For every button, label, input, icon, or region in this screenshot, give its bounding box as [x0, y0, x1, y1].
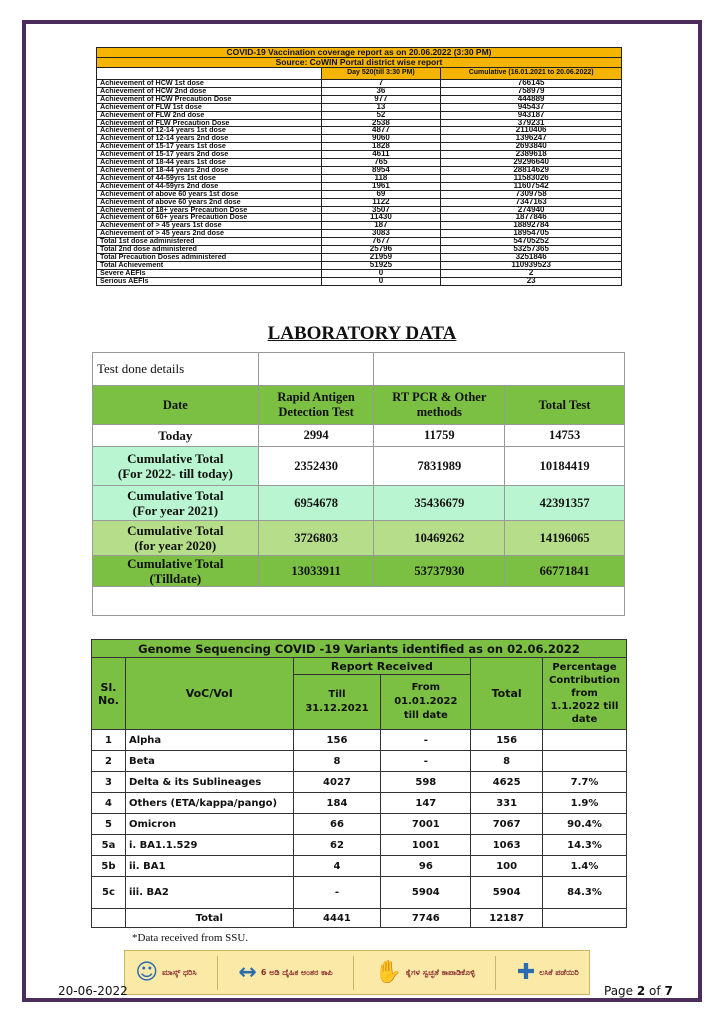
laboratory-heading: LABORATORY DATA — [267, 323, 457, 344]
genome-row — [92, 793, 627, 814]
lab-row-label: Cumulative Total — [127, 488, 224, 503]
banner-text: ಮಾಸ್ಕ್ ಧರಿಸಿ — [162, 967, 197, 977]
footer-page-number: Page 2 of 7 — [604, 984, 673, 998]
genome-from-value: 147 — [381, 793, 471, 814]
genome-till-value: 156 — [293, 730, 381, 751]
genome-sl: 5a — [92, 835, 126, 856]
genome-total-all: 12187 — [471, 909, 543, 928]
lab-row-label: Cumulative Total — [127, 451, 224, 466]
genome-sl: 5 — [92, 814, 126, 835]
vaccination-cum-value: 29296640 — [441, 159, 622, 167]
vaccination-cum-value: 758979 — [441, 87, 622, 95]
banner-text: ಕೈಗಳ ಸ್ವಚ್ಛತೆ ಕಾಪಾಡಿಕೊಳ್ಳಿ — [405, 967, 476, 977]
vaccination-day-value: 21959 — [321, 253, 441, 261]
vaccination-cum-value: 2 — [441, 269, 622, 277]
vaccination-cum-header: Cumulative (16.01.2021 to 20.06.2022) — [441, 68, 622, 80]
genome-till-value: 4027 — [293, 772, 381, 793]
banner-item — [238, 960, 332, 985]
genome-percentage-value: 90.4% — [543, 814, 627, 835]
genome-row — [92, 877, 627, 909]
vaccination-cum-value: 54705252 — [441, 238, 622, 246]
lab-total-value: 14196065 — [505, 521, 625, 556]
genome-total-label: Total — [125, 909, 293, 928]
lab-rat-value: 2352430 — [258, 447, 374, 486]
vaccination-source: Source: CoWIN Portal district wise report — [97, 58, 622, 68]
lab-rat-value: 2994 — [258, 425, 374, 447]
lab-row — [93, 447, 625, 486]
genome-row — [92, 856, 627, 877]
genome-total-till: 4441 — [293, 909, 381, 928]
genome-variant-name: ii. BA1 — [125, 856, 293, 877]
vaccination-row — [97, 159, 622, 167]
genome-percentage-value: 84.3% — [543, 877, 627, 909]
lab-header-rat: Rapid Antigen Detection Test — [258, 386, 374, 425]
genome-total-value: 1063 — [471, 835, 543, 856]
genome-header-from: From 01.01.2022 till date — [381, 675, 471, 730]
vaccination-cum-value: 766145 — [441, 80, 622, 88]
vaccination-label: Total 2nd dose administered — [97, 246, 322, 254]
vaccination-day-value: 2538 — [321, 119, 441, 127]
vaccination-cum-value: 11607542 — [441, 182, 622, 190]
genome-from-value: 5904 — [381, 877, 471, 909]
genome-header-till: Till 31.12.2021 — [293, 675, 381, 730]
vaccination-day-value: 1828 — [321, 143, 441, 151]
covid-awareness-banner — [124, 950, 590, 995]
vaccination-cum-value: 1877846 — [441, 214, 622, 222]
vaccination-label: Total Achievement — [97, 261, 322, 269]
banner-icon: ✋ — [374, 960, 402, 985]
footer-date: 20-06-2022 — [58, 984, 128, 998]
vaccination-day-value: 118 — [321, 174, 441, 182]
vaccination-row — [97, 95, 622, 103]
genome-header-percentage: Percentage Contribution from 1.1.2022 till date — [543, 658, 627, 730]
genome-percentage-value: 1.9% — [543, 793, 627, 814]
vaccination-row — [97, 87, 622, 95]
vaccination-day-value: 0 — [321, 269, 441, 277]
genome-sl: 3 — [92, 772, 126, 793]
genome-header-report: Report Received — [293, 658, 471, 675]
vaccination-label: Achievement of 18+ years Precaution Dose — [97, 206, 322, 214]
vaccination-cum-value: 28814629 — [441, 166, 622, 174]
vaccination-label: Achievement of FLW 2nd dose — [97, 111, 322, 119]
vaccination-label: Total Precaution Doses administered — [97, 253, 322, 261]
vaccination-cum-value: 1396247 — [441, 135, 622, 143]
vaccination-row — [97, 277, 622, 285]
genome-till-value: 8 — [293, 751, 381, 772]
vaccination-cum-value: 110939523 — [441, 261, 622, 269]
genome-total-value: 331 — [471, 793, 543, 814]
banner-icon: ↔ — [238, 960, 257, 985]
vaccination-day-value: 7 — [321, 80, 441, 88]
vaccination-cum-value: 444889 — [441, 95, 622, 103]
vaccination-title: COVID-19 Vaccination coverage report as on 20.06.2022 (3:30 PM) — [97, 48, 622, 58]
vaccination-day-value: 25796 — [321, 246, 441, 254]
vaccination-row — [97, 174, 622, 182]
genome-total-value: 4625 — [471, 772, 543, 793]
genome-header-sl: Sl. No. — [92, 658, 126, 730]
genome-row — [92, 835, 627, 856]
genome-till-value: 62 — [293, 835, 381, 856]
vaccination-label: Achievement of above 60 years 1st dose — [97, 190, 322, 198]
genome-total-value: 7067 — [471, 814, 543, 835]
lab-rt-value: 7831989 — [374, 447, 505, 486]
vaccination-cum-value: 379231 — [441, 119, 622, 127]
lab-row-label: Cumulative Total — [127, 556, 224, 571]
vaccination-cum-value: 18954705 — [441, 230, 622, 238]
genome-sl: 4 — [92, 793, 126, 814]
banner-text: ಲಸಿಕೆ ಪಡೆಯಿರಿ — [539, 967, 579, 977]
vaccination-row — [97, 253, 622, 261]
genome-till-value: 4 — [293, 856, 381, 877]
lab-row-label: Today — [158, 428, 193, 443]
footnote: *Data received from SSU. — [132, 932, 249, 944]
genome-sl: 5c — [92, 877, 126, 909]
vaccination-day-value: 0 — [321, 277, 441, 285]
lab-rt-value: 53737930 — [374, 556, 505, 587]
vaccination-day-value: 69 — [321, 190, 441, 198]
vaccination-label: Achievement of > 45 years 2nd dose — [97, 230, 322, 238]
vaccination-row — [97, 261, 622, 269]
lab-row — [93, 425, 625, 447]
vaccination-table — [96, 47, 622, 286]
lab-row-label: Cumulative Total — [127, 523, 224, 538]
vaccination-row — [97, 143, 622, 151]
vaccination-row — [97, 214, 622, 222]
vaccination-label: Achievement of HCW Precaution Dose — [97, 95, 322, 103]
vaccination-row — [97, 103, 622, 111]
vaccination-row — [97, 166, 622, 174]
banner-item — [374, 960, 475, 985]
vaccination-label: Achievement of > 45 years 1st dose — [97, 222, 322, 230]
vaccination-blank-header — [97, 68, 322, 80]
vaccination-label: Achievement of 44-59yrs 2nd dose — [97, 182, 322, 190]
vaccination-day-value: 36 — [321, 87, 441, 95]
genome-variant-name: Others (ETA/kappa/pango) — [125, 793, 293, 814]
vaccination-cum-value: 2693840 — [441, 143, 622, 151]
vaccination-day-value: 9060 — [321, 135, 441, 143]
genome-from-value: 96 — [381, 856, 471, 877]
genome-percentage-value: 7.7% — [543, 772, 627, 793]
genome-row — [92, 751, 627, 772]
vaccination-row — [97, 230, 622, 238]
banner-item — [135, 960, 196, 985]
genome-table — [91, 639, 627, 928]
vaccination-label: Serious AEFIs — [97, 277, 322, 285]
lab-section-title: Test done details — [93, 353, 259, 386]
vaccination-cum-value: 23 — [441, 277, 622, 285]
genome-till-value: - — [293, 877, 381, 909]
vaccination-row — [97, 111, 622, 119]
vaccination-day-value: 4611 — [321, 151, 441, 159]
genome-sl: 1 — [92, 730, 126, 751]
genome-header-voc: VoC/VoI — [125, 658, 293, 730]
vaccination-row — [97, 80, 622, 88]
lab-rat-value: 13033911 — [258, 556, 374, 587]
vaccination-cum-value: 7309758 — [441, 190, 622, 198]
vaccination-label: Achievement of 12-14 years 1st dose — [97, 127, 322, 135]
vaccination-day-value: 765 — [321, 159, 441, 167]
vaccination-day-value: 977 — [321, 95, 441, 103]
lab-header-rtpcr: RT PCR & Other methods — [374, 386, 505, 425]
genome-header-total: Total — [471, 658, 543, 730]
banner-icon: ☺ — [135, 960, 159, 985]
genome-row — [92, 772, 627, 793]
genome-from-value: - — [381, 751, 471, 772]
genome-percentage-value — [543, 730, 627, 751]
vaccination-day-value: 1122 — [321, 198, 441, 206]
lab-rt-value: 11759 — [374, 425, 505, 447]
genome-variant-name: Omicron — [125, 814, 293, 835]
lab-total-value: 42391357 — [505, 486, 625, 521]
vaccination-row — [97, 182, 622, 190]
vaccination-cum-value: 274940 — [441, 206, 622, 214]
genome-sl: 5b — [92, 856, 126, 877]
lab-empty-row — [93, 587, 625, 616]
vaccination-cum-value: 2389618 — [441, 151, 622, 159]
vaccination-label: Achievement of HCW 1st dose — [97, 80, 322, 88]
vaccination-row — [97, 206, 622, 214]
lab-header-total: Total Test — [505, 386, 625, 425]
genome-total-value: 100 — [471, 856, 543, 877]
lab-row-sublabel: (for year 2020) — [134, 538, 217, 553]
vaccination-label: Achievement of HCW 2nd dose — [97, 87, 322, 95]
vaccination-label: Achievement of 12-14 years 2nd dose — [97, 135, 322, 143]
vaccination-label: Achievement of 18-44 years 2nd dose — [97, 166, 322, 174]
banner-divider — [217, 956, 218, 990]
laboratory-table — [92, 352, 625, 616]
vaccination-label: Total 1st dose administered — [97, 238, 322, 246]
vaccination-cum-value: 3251846 — [441, 253, 622, 261]
vaccination-day-value: 3507 — [321, 206, 441, 214]
banner-divider — [353, 956, 354, 990]
vaccination-row — [97, 222, 622, 230]
lab-row-sublabel: (For year 2021) — [132, 503, 219, 518]
lab-row-sublabel: (For 2022- till today) — [117, 466, 233, 481]
vaccination-label: Achievement of 44-59yrs 1st dose — [97, 174, 322, 182]
genome-till-value: 66 — [293, 814, 381, 835]
vaccination-cum-value: 943187 — [441, 111, 622, 119]
genome-variant-name: iii. BA2 — [125, 877, 293, 909]
vaccination-day-value: 187 — [321, 222, 441, 230]
lab-row — [93, 521, 625, 556]
lab-total-value: 14753 — [505, 425, 625, 447]
vaccination-cum-value: 945437 — [441, 103, 622, 111]
vaccination-row — [97, 269, 622, 277]
vaccination-row — [97, 190, 622, 198]
banner-text: 6 ಅಡಿ ದೈಹಿಕ ಅಂತರ ಕಾಪಿ — [260, 967, 333, 977]
genome-title: Genome Sequencing COVID -19 Variants identified as on 02.06.2022 — [92, 640, 627, 658]
lab-header-date: Date — [93, 386, 259, 425]
vaccination-label: Achievement of FLW 1st dose — [97, 103, 322, 111]
vaccination-label: Severe AEFIs — [97, 269, 322, 277]
genome-till-value: 184 — [293, 793, 381, 814]
vaccination-day-value: 52 — [321, 111, 441, 119]
genome-from-value: 598 — [381, 772, 471, 793]
vaccination-day-value: 1961 — [321, 182, 441, 190]
vaccination-label: Achievement of 15-17 years 2nd dose — [97, 151, 322, 159]
genome-sl: 2 — [92, 751, 126, 772]
vaccination-day-value: 8954 — [321, 166, 441, 174]
vaccination-label: Achievement of FLW Precaution Dose — [97, 119, 322, 127]
vaccination-day-header: Day 520(till 3:30 PM) — [321, 68, 441, 80]
vaccination-label: Achievement of above 60 years 2nd dose — [97, 198, 322, 206]
vaccination-day-value: 11430 — [321, 214, 441, 222]
lab-total-value: 66771841 — [505, 556, 625, 587]
vaccination-day-value: 4877 — [321, 127, 441, 135]
genome-variant-name: Beta — [125, 751, 293, 772]
vaccination-day-value: 13 — [321, 103, 441, 111]
vaccination-label: Achievement of 18-44 years 1st dose — [97, 159, 322, 167]
vaccination-row — [97, 246, 622, 254]
vaccination-day-value: 7677 — [321, 238, 441, 246]
lab-rat-value: 6954678 — [258, 486, 374, 521]
genome-total-from: 7746 — [381, 909, 471, 928]
genome-variant-name: Alpha — [125, 730, 293, 751]
genome-variant-name: Delta & its Sublineages — [125, 772, 293, 793]
lab-row — [93, 556, 625, 587]
vaccination-row — [97, 135, 622, 143]
vaccination-row — [97, 238, 622, 246]
genome-percentage-value: 1.4% — [543, 856, 627, 877]
vaccination-cum-value: 53257365 — [441, 246, 622, 254]
vaccination-row — [97, 127, 622, 135]
genome-total-value: 8 — [471, 751, 543, 772]
lab-total-value: 10184419 — [505, 447, 625, 486]
genome-row — [92, 814, 627, 835]
genome-from-value: 1001 — [381, 835, 471, 856]
genome-variant-name: i. BA1.1.529 — [125, 835, 293, 856]
vaccination-row — [97, 119, 622, 127]
vaccination-day-value: 3083 — [321, 230, 441, 238]
vaccination-cum-value: 7347163 — [441, 198, 622, 206]
vaccination-cum-value: 18892784 — [441, 222, 622, 230]
vaccination-cum-value: 11583026 — [441, 174, 622, 182]
vaccination-row — [97, 198, 622, 206]
vaccination-label: Achievement of 60+ years Precaution Dose — [97, 214, 322, 222]
banner-item — [517, 960, 579, 985]
lab-row-sublabel: (Tilldate) — [149, 571, 202, 586]
lab-rat-value: 3726803 — [258, 521, 374, 556]
lab-rt-value: 10469262 — [374, 521, 505, 556]
genome-total-value: 5904 — [471, 877, 543, 909]
lab-rt-value: 35436679 — [374, 486, 505, 521]
vaccination-day-value: 51925 — [321, 261, 441, 269]
vaccination-cum-value: 2110406 — [441, 127, 622, 135]
genome-percentage-value: 14.3% — [543, 835, 627, 856]
banner-icon: ✚ — [516, 960, 536, 985]
genome-total-value: 156 — [471, 730, 543, 751]
vaccination-label: Achievement of 15-17 years 1st dose — [97, 143, 322, 151]
lab-row — [93, 486, 625, 521]
banner-divider — [495, 956, 496, 990]
genome-from-value: 7001 — [381, 814, 471, 835]
genome-row — [92, 730, 627, 751]
genome-from-value: - — [381, 730, 471, 751]
genome-percentage-value — [543, 751, 627, 772]
genome-total-row — [92, 909, 627, 928]
vaccination-row — [97, 151, 622, 159]
